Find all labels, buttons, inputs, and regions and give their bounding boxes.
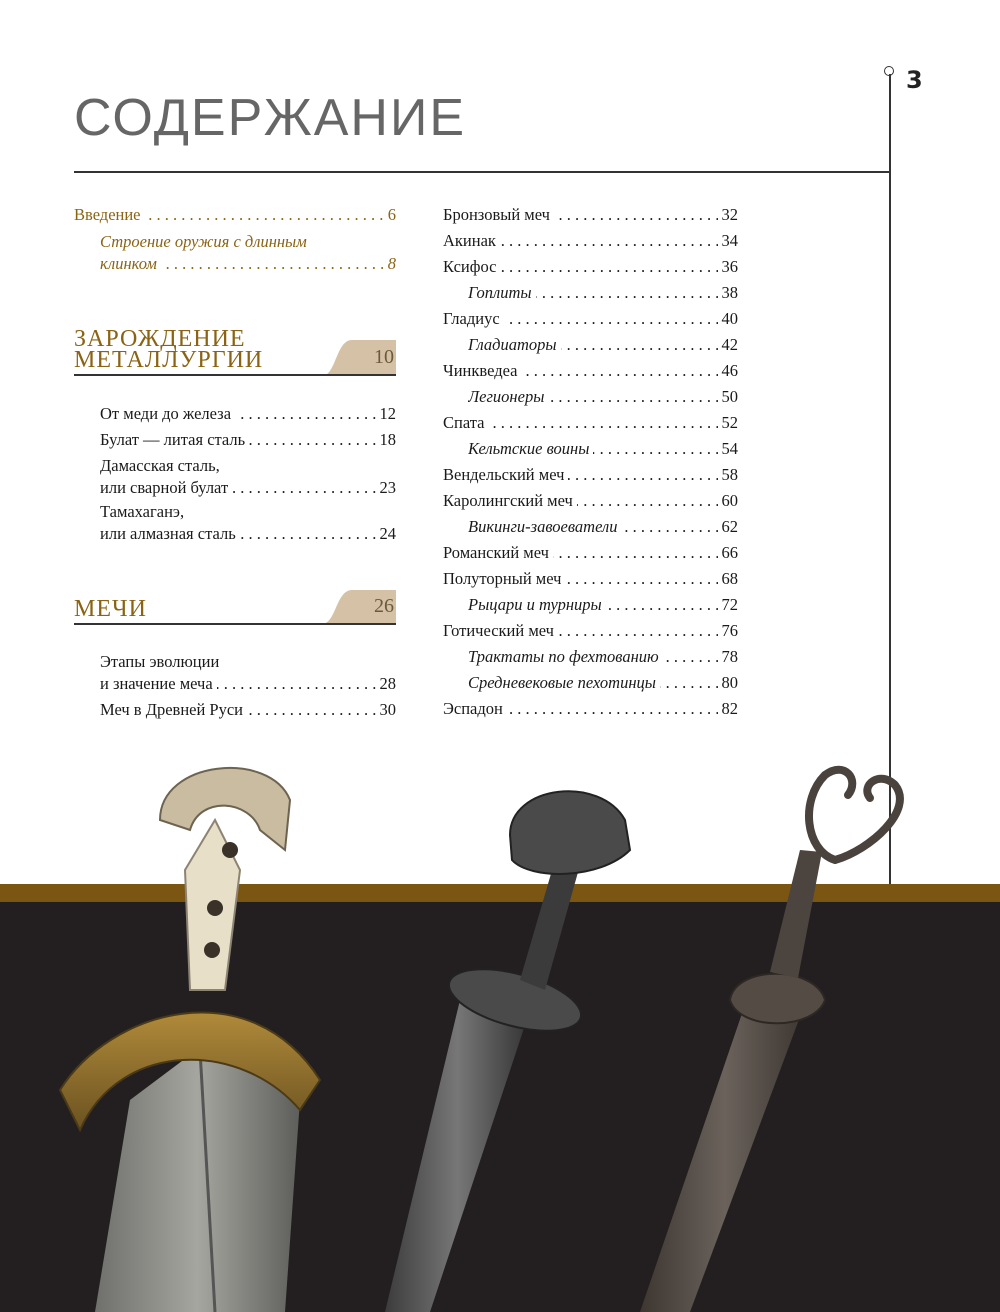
toc-entry-page: 72	[718, 592, 739, 618]
toc-entry-line1[interactable]: Тамахаганэ,	[100, 502, 185, 521]
toc-entry-page: 34	[718, 228, 739, 254]
toc-entry-page: 80	[718, 670, 739, 696]
toc-entry-page: 66	[718, 540, 739, 566]
section-title: МЕЧИ	[74, 596, 147, 622]
toc-entry-page: 42	[718, 332, 739, 358]
toc-entry-page: 24	[376, 521, 397, 547]
toc-entry-line1[interactable]: Дамасская сталь,	[100, 456, 220, 475]
toc-entry-text: Готический меч	[443, 621, 558, 640]
toc-entry-text: Легионеры	[468, 387, 548, 406]
toc-entry-text: Чинкведеа	[443, 361, 521, 380]
sword-3	[640, 770, 900, 1312]
toc-entry-text: Вендельский меч	[443, 465, 568, 484]
toc-entry-page: 76	[718, 618, 739, 644]
toc-entry-text: Ксифос	[443, 257, 500, 276]
toc-entry-text: Средневековые пехотинцы	[468, 673, 660, 692]
section-page: 26	[374, 595, 394, 617]
toc-entry-text: Спата	[443, 413, 488, 432]
toc-entry-page: 28	[376, 671, 397, 697]
toc-entry-page: 60	[718, 488, 739, 514]
toc-entry-page: 82	[718, 696, 739, 722]
toc-entry-text: Каролингский меч	[443, 491, 577, 510]
toc-entry[interactable]	[443, 462, 738, 488]
toc-entry-page: 6	[384, 202, 396, 228]
toc-entry-text: или алмазная сталь	[100, 524, 240, 543]
toc-entry-page: 18	[376, 427, 397, 453]
toc-entry-page: 36	[718, 254, 739, 280]
toc-entry-text: Эспадон	[443, 699, 507, 718]
toc-entry-page: 68	[718, 566, 739, 592]
toc-entry[interactable]	[100, 521, 396, 547]
toc-entry-text: Гладиус	[443, 309, 504, 328]
section-header-swords[interactable]	[74, 590, 396, 626]
toc-entry[interactable]	[443, 254, 738, 280]
toc-entry[interactable]	[443, 618, 738, 644]
toc-entry[interactable]	[443, 488, 738, 514]
toc-entry[interactable]	[443, 202, 738, 228]
toc-entry[interactable]	[100, 427, 396, 453]
section-title-line2: МЕТАЛЛУРГИИ	[74, 347, 264, 373]
toc-entry-subtopic[interactable]	[468, 436, 738, 462]
toc-entry-text: клинком	[100, 254, 161, 273]
toc-entry-text: Рыцари и турниры	[468, 595, 606, 614]
toc-entry[interactable]	[443, 306, 738, 332]
toc-entry-page: 58	[718, 462, 739, 488]
toc-entry[interactable]	[443, 228, 738, 254]
page-number: 3	[906, 66, 923, 94]
toc-entry[interactable]	[443, 410, 738, 436]
toc-entry-page: 8	[384, 251, 396, 277]
toc-entry[interactable]	[443, 540, 738, 566]
toc-entry-text: Викинги-завоеватели	[468, 517, 621, 536]
toc-entry-text: Гладиаторы	[468, 335, 561, 354]
sword-1	[60, 768, 320, 1312]
page-title: СОДЕРЖАНИЕ	[74, 89, 467, 147]
toc-entry-page: 32	[718, 202, 739, 228]
toc-entry-page: 23	[376, 475, 397, 501]
toc-entry-page: 30	[376, 697, 397, 723]
toc-entry-subtopic[interactable]	[468, 332, 738, 358]
toc-entry-text: или сварной булат	[100, 478, 232, 497]
toc-entry-page: 46	[718, 358, 739, 384]
toc-entry-text: Трактаты по фехтованию	[468, 647, 663, 666]
toc-entry-subtopic[interactable]	[468, 514, 738, 540]
toc-entry-subtopic[interactable]	[468, 384, 738, 410]
toc-entry-subtopic[interactable]	[468, 670, 738, 696]
section-rule	[74, 623, 396, 625]
toc-entry-line1[interactable]: Строение оружия с длинным	[100, 232, 307, 251]
sword-2	[385, 791, 630, 1312]
toc-entry-text: Меч в Древней Руси	[100, 700, 247, 719]
toc-entry-text: Бронзовый меч	[443, 205, 554, 224]
toc-entry-text: и значение меча	[100, 674, 217, 693]
toc-entry[interactable]	[100, 671, 396, 697]
toc-entry[interactable]	[100, 401, 396, 427]
toc-entry-subtopic[interactable]	[468, 644, 738, 670]
toc-entry-page: 54	[718, 436, 739, 462]
toc-entry-text: Кельтские воины	[468, 439, 593, 458]
toc-entry-page: 12	[376, 401, 397, 427]
toc-entry[interactable]	[100, 697, 396, 723]
toc-entry[interactable]	[443, 696, 738, 722]
swords-illustration	[0, 740, 1000, 1312]
toc-entry-intro[interactable]	[74, 202, 396, 228]
section-page: 10	[374, 346, 394, 368]
toc-entry-text: Романский меч	[443, 543, 553, 562]
toc-entry-text: Полуторный меч	[443, 569, 565, 588]
toc-entry-page: 52	[718, 410, 739, 436]
section-rule	[74, 374, 396, 376]
toc-entry-text: Булат — литая сталь	[100, 430, 249, 449]
title-rule	[74, 171, 890, 173]
toc-entry-page: 50	[718, 384, 739, 410]
toc-entry-page: 78	[718, 644, 739, 670]
toc-entry-text: Введение	[74, 205, 145, 224]
toc-entry-subtopic[interactable]	[468, 592, 738, 618]
toc-entry-page: 38	[718, 280, 739, 306]
toc-entry-page: 62	[718, 514, 739, 540]
section-header-metallurgy[interactable]	[74, 328, 396, 378]
toc-entry-subtopic[interactable]	[468, 280, 738, 306]
toc-entry-structure[interactable]	[100, 251, 396, 277]
toc-entry-page: 40	[718, 306, 739, 332]
toc-entry-text: Акинак	[443, 231, 500, 250]
section-title-line1: ЗАРОЖДЕНИЕ	[74, 326, 246, 352]
toc-entry-text: От меди до железа	[100, 404, 235, 423]
toc-entry[interactable]	[443, 566, 738, 592]
toc-entry-text: Гоплиты	[468, 283, 536, 302]
toc-entry[interactable]	[100, 475, 396, 501]
toc-entry[interactable]	[443, 358, 738, 384]
toc-entry-line1[interactable]: Этапы эволюции	[100, 652, 220, 671]
